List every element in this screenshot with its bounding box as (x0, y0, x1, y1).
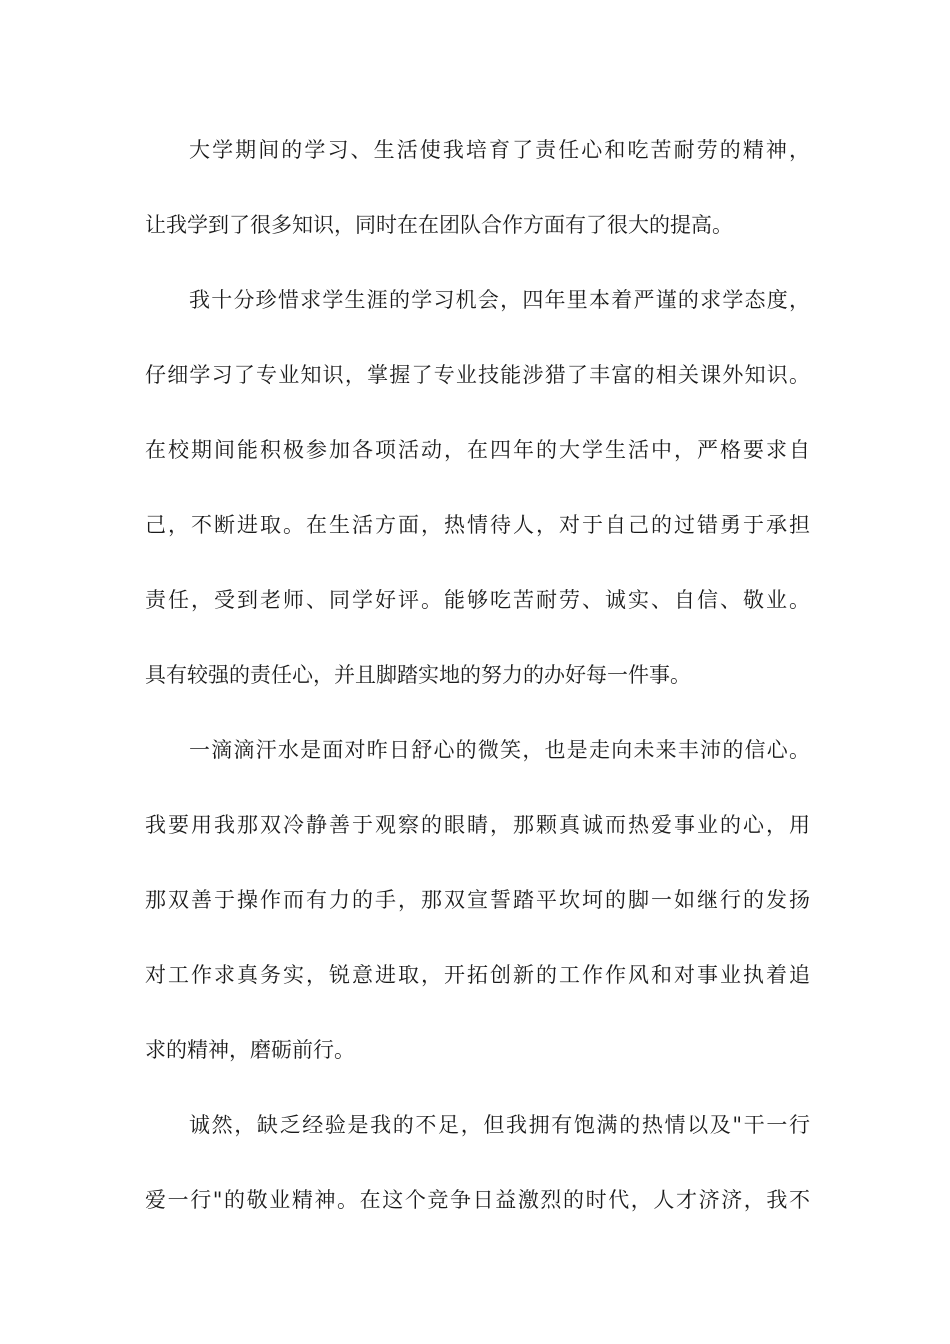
text-line: 我十分珍惜求学生涯的学习机会，四年里本着严谨的求学态度， (189, 288, 810, 312)
text-line: 诚然，缺乏经验是我的不足，但我拥有饱满的热情以及"干一行 (189, 1113, 810, 1137)
text-line: 爱一行"的敬业精神。在这个竞争日益激烈的时代，人才济济，我不 (145, 1188, 810, 1212)
text-line: 己，不断进取。在生活方面，热情待人，对于自己的过错勇于承担 (145, 513, 810, 537)
text-line: 对工作求真务实，锐意进取，开拓创新的工作作风和对事业执着追 (145, 963, 810, 987)
text-line: 求的精神，磨砺前行。 (145, 1038, 355, 1062)
text-line: 在校期间能积极参加各项活动，在四年的大学生活中，严格要求自 (145, 438, 810, 462)
text-line: 具有较强的责任心，并且脚踏实地的努力的办好每一件事。 (145, 663, 691, 687)
text-line: 我要用我那双冷静善于观察的眼睛，那颗真诚而热爱事业的心，用 (145, 813, 810, 837)
text-line: 仔细学习了专业知识，掌握了专业技能涉猎了丰富的相关课外知识。 (145, 363, 810, 387)
text-line: 让我学到了很多知识，同时在在团队合作方面有了很大的提高。 (145, 213, 733, 237)
text-line: 责任，受到老师、同学好评。能够吃苦耐劳、诚实、自信、敬业。 (145, 588, 810, 612)
document-body (145, 128, 810, 1253)
text-line: 一滴滴汗水是面对昨日舒心的微笑，也是走向未来丰沛的信心。 (189, 738, 810, 762)
text-line: 那双善于操作而有力的手，那双宣誓踏平坎坷的脚一如继行的发扬 (145, 888, 810, 912)
text-line: 大学期间的学习、生活使我培育了责任心和吃苦耐劳的精神， (189, 138, 810, 162)
